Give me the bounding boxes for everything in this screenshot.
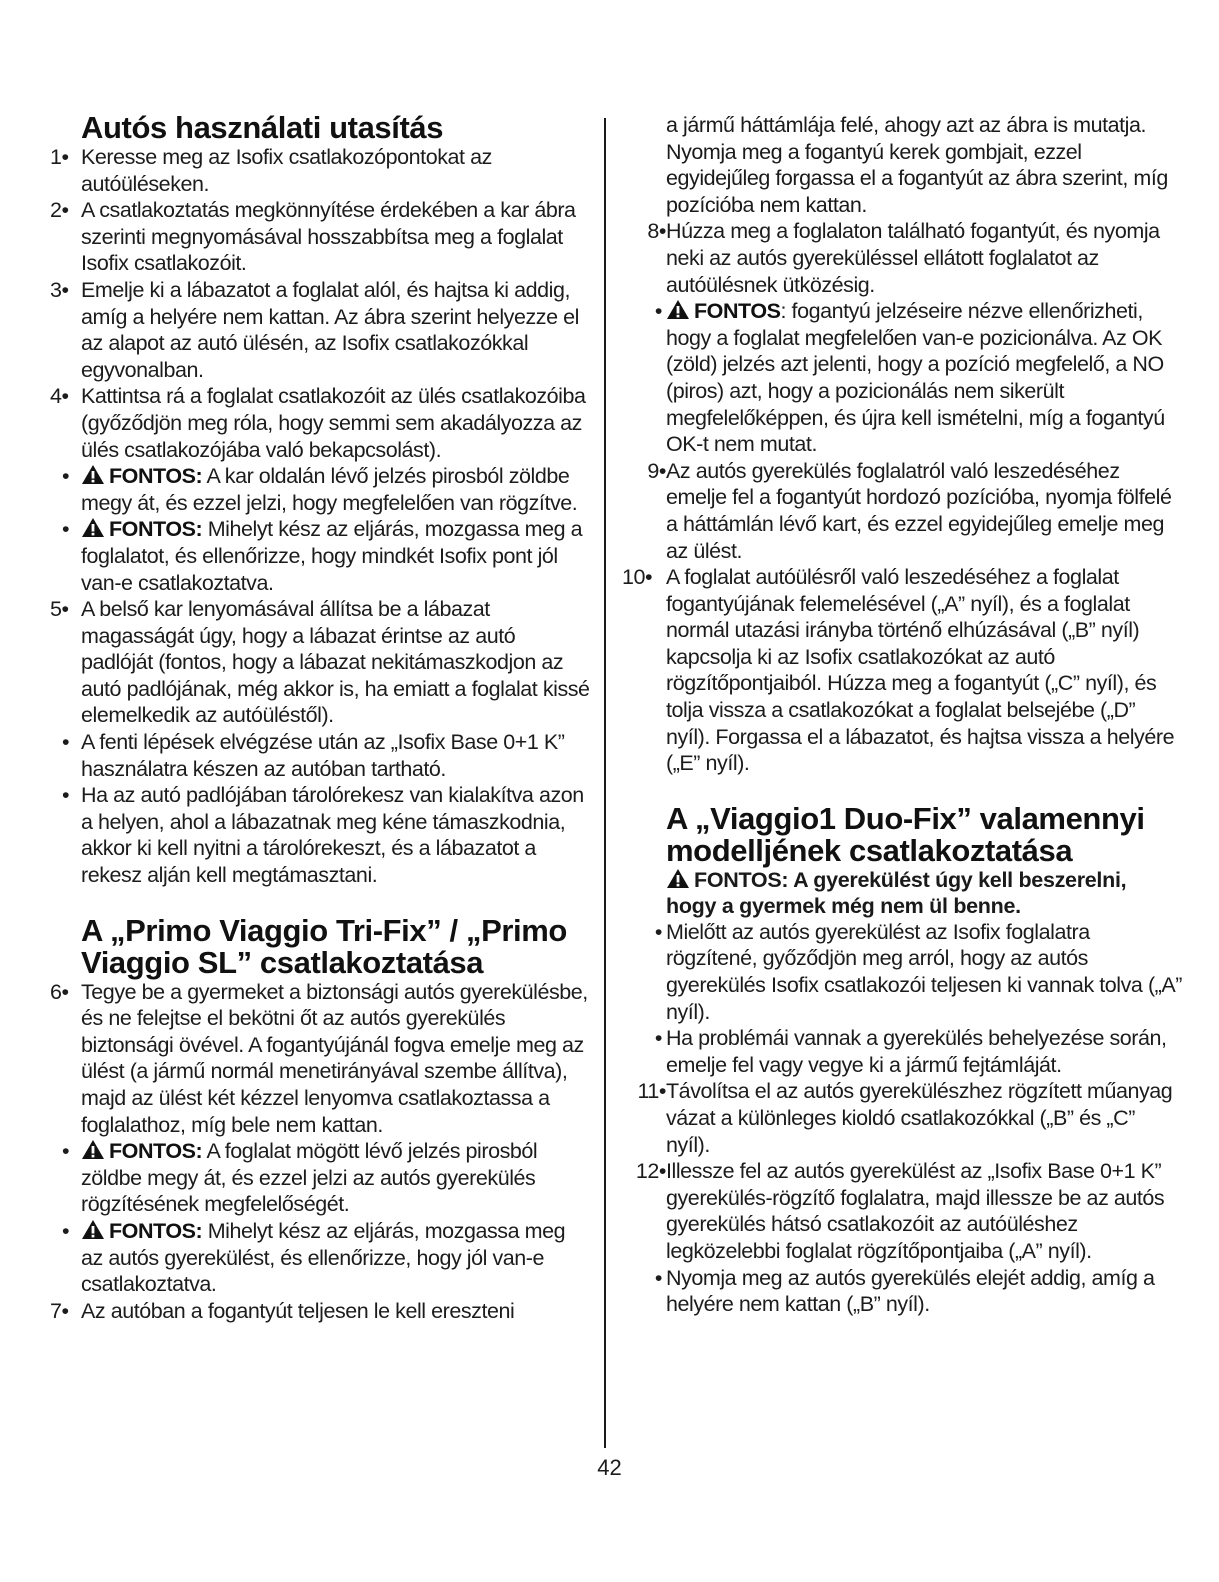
item-number: 6• <box>50 979 69 1004</box>
warning-triangle-icon <box>81 464 105 485</box>
section-heading-primo-viaggio: A „Primo Viaggio Tri-Fix” / „Primo Viaggio SL” csatlakoztatása <box>81 912 567 980</box>
list-item <box>622 1078 1182 1158</box>
bullet: • <box>654 919 662 944</box>
item-text: Mielőtt az autós gyerekülést az Isofix foglalatra rögzítené, győződjön meg arról, hogy az autós gyerekülés Isofix csatlakozói teljesen ki vannak tolva („A” nyíl). <box>666 919 1182 1024</box>
item-text: A belső kar lenyomásával állítsa be a lábazat magasságát úgy, hogy a lábazat érintse az autó padlóját (fontos, hogy a lábazat nekitámaszkodjon az autó padlójának, még akkor is, ha emiatt a foglalat kissé elemelkedik az autóüléstől). <box>81 597 590 728</box>
bullet: • <box>654 1026 662 1051</box>
list-item <box>50 277 590 383</box>
bullet: • <box>61 730 70 755</box>
item-number: 12• <box>635 1159 666 1184</box>
section-heading-car-usage: Autós használati utasítás <box>81 110 444 145</box>
item-continuation: a jármű háttámlája felé, ahogy azt az ábra is mutatja. Nyomja meg a fogantyú kerek gombjait, ezzel egyidejűleg forgassa el a fogantyút az ábra szerint, míg pozícióba nem kattan. <box>666 113 1168 217</box>
bullet: • <box>61 517 70 542</box>
item-text: Kattintsa rá a foglalat csatlakozóit az ülés csatlakozóiba (győződjön meg róla, hogy semmi sem akadályozza az ülés csatlakozójába való bekapcsolást). <box>81 384 586 462</box>
warning-item <box>622 298 1182 458</box>
list-item <box>50 144 590 197</box>
warning-item <box>50 1218 590 1298</box>
warning-item <box>50 516 590 596</box>
list-item <box>50 782 590 888</box>
list-item <box>622 218 1182 298</box>
warning-label: FONTOS <box>694 299 781 324</box>
warning-label: FONTOS: <box>109 517 203 542</box>
list-item <box>622 458 1182 564</box>
item-text: A foglalat autóülésről való leszedéséhez a foglalat fogantyújának felemelésével („A” nyíl), és a foglalat normál utazási irányba történő elhúzásával („B” nyíl) kapcsolja ki az Isofix csatlakozókat az autó rögzítőpontjaiból. Húzza meg a fogantyút („C” nyíl), és tolja vissza a csatlakozókat a foglalat belsejébe („D” nyíl). Forgassa el a lábazatot, és hajtsa vissza a helyére („E” nyíl). <box>666 565 1175 776</box>
item-text: Nyomja meg az autós gyerekülés elejét addig, amíg a helyére nem kattan („B” nyíl). <box>666 1265 1155 1317</box>
warning-triangle-icon <box>666 868 690 889</box>
list-item <box>622 1265 1182 1318</box>
list-item <box>50 1298 590 1325</box>
item-number: 4• <box>50 384 69 409</box>
warning-triangle-icon <box>81 1139 105 1160</box>
item-number: 2• <box>50 198 69 223</box>
bullet: • <box>654 1265 662 1290</box>
list-item <box>50 979 590 1139</box>
list-item <box>50 729 590 782</box>
item-number: 7• <box>50 1298 69 1323</box>
right-column <box>622 112 1182 1318</box>
warning-text: : fogantyú jelzéseire nézve ellenőrizheti, hogy a foglalat megfelelően van-e pozicionálva. Az OK (zöld) jelzés azt jelenti, hogy a pozíció megfelelő, a NO (piros) azt, hogy a pozicionálás nem sikerült megfelelőképpen, és újra kell ismételni, míg a fogantyú OK-t nem mutat. <box>666 299 1165 457</box>
item-text: Ha az autó padlójában tárolórekesz van kialakítva azon a helyen, ahol a lábazatnak meg kéne támaszkodnia, akkor ki kell nyitni a tárolórekeszt, és a lábazatot a rekesz alján kell megtámasztani. <box>81 783 584 888</box>
warning-triangle-icon <box>81 1219 105 1240</box>
bullet: • <box>61 464 70 489</box>
item-text: Húzza meg a foglalaton található fogantyút, és nyomja neki az autós gyereküléssel ellátott foglalatot az autóülésnek ütközésig. <box>666 219 1160 297</box>
item-text: Emelje ki a lábazatot a foglalat alól, és hajtsa ki addig, amíg a helyére nem kattan. Az ábra szerint helyezze el az alapot az autó ülésén, az Isofix csatlakozókkal egyvonalban. <box>81 277 579 382</box>
warning-text: A kar oldalán lévő jelzés pirosból zöldbe megy át, és ezzel jelzi, hogy megfelelően van rögzítve. <box>81 464 578 515</box>
list-item <box>622 1025 1182 1078</box>
item-number: 5• <box>50 597 69 622</box>
list-item <box>50 596 590 729</box>
warning-item <box>50 1138 590 1218</box>
item-text: Az autóban a fogantyút teljesen le kell ereszteni <box>81 1298 515 1323</box>
warning-note <box>622 867 1182 919</box>
warning-text: A foglalat mögött lévő jelzés pirosból zöldbe megy át, és ezzel jelzi az autós gyerekülés rögzítésének megfelelőségét. <box>81 1139 538 1217</box>
item-number: 11• <box>637 1079 666 1104</box>
list-item <box>622 1158 1182 1264</box>
warning-text: Mihelyt kész az eljárás, mozgassa meg a foglalatot, és ellenőrizze, hogy mindkét Isofix pont jól van-e csatlakoztatva. <box>81 517 583 595</box>
warning-label: FONTOS: <box>109 1139 203 1164</box>
warning-triangle-icon <box>81 517 105 538</box>
list-item <box>622 564 1182 777</box>
warning-triangle-icon <box>666 299 690 320</box>
warning-text: A gyerekülést úgy kell beszerelni, hogy a gyermek még nem ül benne. <box>666 867 1127 918</box>
item-number: 1• <box>50 145 69 169</box>
item-text: A fenti lépések elvégzése után az „Isofix Base 0+1 K” használatra készen az autóban tartható. <box>81 730 565 781</box>
page-number: 42 <box>597 1455 622 1480</box>
warning-item <box>50 463 590 516</box>
column-divider <box>604 118 606 1448</box>
section-heading-viaggio1-duo-fix: A „Viaggio1 Duo-Fix” valamennyi modelljének csatlakoztatása <box>666 800 1145 868</box>
item-number: 8• <box>647 219 666 244</box>
list-item <box>50 383 590 463</box>
item-text: Tegye be a gyermeket a biztonsági autós gyerekülésbe, és ne felejtse el bekötni őt az autós gyerekülés biztonsági övével. A fogantyújánál fogva emelje meg az ülést (a jármű normál menetirányával szembe állítva), majd az ülést két kézzel lenyomva csatlakoztassa a foglalathoz, míg bele nem kattan. <box>81 979 588 1137</box>
item-text: Az autós gyerekülés foglalatról való leszedéséhez emelje fel a fogantyút hordozó pozícióba, nyomja fölfelé a háttámlán lévő kart, és ezzel egyidejűleg emelje meg az ülést. <box>666 458 1172 563</box>
warning-label: FONTOS: <box>109 1218 203 1243</box>
item-text: Távolítsa el az autós gyerekülészhez rögzített műanyag vázat a különleges kioldó csatlakozókkal („B” és „C” nyíl). <box>666 1079 1173 1157</box>
item-text: Illessze fel az autós gyerekülést az „Isofix Base 0+1 K” gyerekülés-rögzítő foglalatra, majd illessze be az autós gyerekülés hátsó csatlakozóit az autóüléshez legközelebbi foglalat rögzítőpontjaiba („A” nyíl). <box>666 1159 1165 1263</box>
bullet: • <box>61 783 70 808</box>
bullet: • <box>61 1218 70 1243</box>
list-item <box>50 197 590 277</box>
bullet: • <box>61 1139 70 1164</box>
warning-label: FONTOS: <box>694 867 789 892</box>
warning-text: Mihelyt kész az eljárás, mozgassa meg az autós gyerekülést, és ellenőrizze, hogy jól van-e csatlakoztatva. <box>81 1218 566 1297</box>
item-number: 3• <box>50 277 69 302</box>
item-text: Keresse meg az Isofix csatlakozópontokat az autóüléseken. <box>81 145 492 196</box>
item-number: 9• <box>647 458 666 483</box>
left-column <box>50 112 590 1324</box>
item-text: A csatlakoztatás megkönnyítése érdekében a kar ábra szerinti megnyomásával hosszabbítsa meg a foglalat Isofix csatlakozóit. <box>81 198 576 276</box>
item-text: Ha problémái vannak a gyerekülés behelyezése során, emelje fel vagy vegye ki a jármű fejtámláját. <box>666 1026 1167 1077</box>
item-number: 10• <box>622 565 653 590</box>
list-item <box>622 919 1182 1025</box>
bullet: • <box>654 299 662 324</box>
warning-label: FONTOS: <box>109 464 203 489</box>
